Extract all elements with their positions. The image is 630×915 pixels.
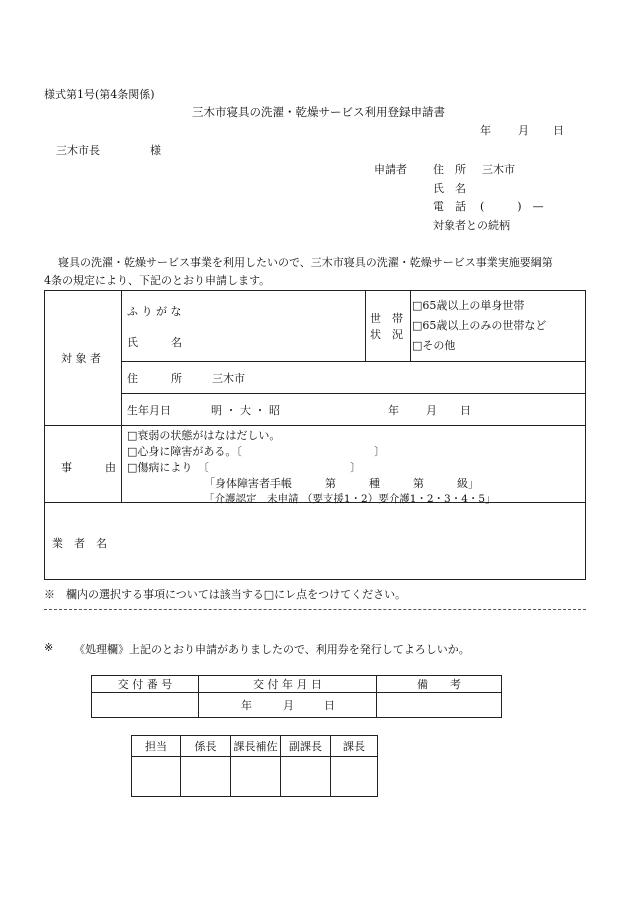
subject-address-label[interactable]: 住 所 — [127, 372, 182, 385]
reason-illness-close: 〕 — [350, 461, 361, 474]
approval-stamp-table — [131, 735, 378, 797]
dob-month: 月 — [426, 404, 437, 417]
cut-line — [44, 609, 586, 610]
stamp-cell-assistant-manager[interactable] — [231, 757, 281, 797]
row-divider — [121, 393, 586, 394]
subject-name-label[interactable]: 氏 名 — [127, 336, 182, 349]
reason-label: 事 由 — [61, 461, 116, 474]
reason-illness[interactable]: □傷病により 〔 — [127, 461, 209, 474]
applicant-name-label: 氏 名 — [433, 182, 466, 195]
dob-label: 生年月日 — [127, 404, 171, 417]
applicant-address-label: 住 所 — [433, 163, 466, 176]
header-remarks: 備 考 — [377, 676, 502, 693]
household-option-single[interactable]: □65歳以上の単身世帯 — [412, 299, 525, 312]
stamp-cell-deputy-manager[interactable] — [281, 757, 331, 797]
issue-date-year: 年 — [241, 699, 252, 712]
issue-date-cell[interactable] — [199, 693, 377, 718]
intro-line-1: 寝具の洗濯・乾燥サービス事業を利用したいので、三木市寝具の洗濯・乾燥サービス事業実施要綱第 — [58, 256, 553, 269]
stamp-header-chief: 係長 — [181, 736, 231, 757]
col-divider — [365, 291, 366, 361]
applicant-relation-label: 対象者との続柄 — [433, 219, 510, 232]
issue-date-month: 月 — [283, 699, 294, 712]
issue-date-day: 日 — [324, 699, 335, 712]
applicant-phone-label: 電 話 — [433, 200, 466, 213]
remarks-cell[interactable] — [377, 693, 502, 718]
furigana-label[interactable]: ふ り が な — [127, 305, 182, 318]
dob-day: 日 — [460, 404, 471, 417]
addressee-name: 三木市長 — [56, 144, 100, 157]
row-divider — [45, 425, 586, 426]
date-year: 年 — [480, 124, 491, 137]
processing-text: 《処理欄》上記のとおり申請がありましたので、利用券を発行してよろしいか。 — [74, 643, 470, 656]
household-option-elderly-only[interactable]: □65歳以上のみの世帯など — [412, 319, 547, 332]
reason-disability-close: 〕 — [374, 445, 385, 458]
application-table — [44, 290, 586, 580]
dob-year: 年 — [388, 404, 399, 417]
dob-era-options[interactable]: 明 ・ 大 ・ 昭 — [211, 404, 280, 417]
date-month: 月 — [518, 124, 529, 137]
reason-weakness[interactable]: □衰弱の状態がはなはだしい。 — [127, 429, 281, 442]
form-title: 三木市寝具の洗濯・乾燥サービス利用登録申請書 — [192, 105, 445, 119]
household-option-other[interactable]: □その他 — [412, 339, 456, 352]
stamp-header-deputy-manager: 副課長 — [281, 736, 331, 757]
applicant-phone-format: ( ) — — [480, 200, 544, 213]
applicant-address-value: 三木市 — [482, 163, 515, 176]
processing-table — [91, 675, 502, 718]
reason-care-certification[interactable]: 「介護認定 未申請 （要支援1・2）要介護1・2・3・4・5」 — [204, 493, 496, 505]
stamp-cell-staff[interactable] — [132, 757, 181, 797]
household-label-2: 状 況 — [370, 328, 403, 341]
intro-line-2: 4条の規定により、下記のとおり申請します。 — [44, 274, 271, 287]
processing-mark: ※ — [44, 641, 54, 654]
addressee-honorific: 様 — [150, 144, 161, 157]
form-id: 様式第1号(第4条関係) — [44, 88, 155, 101]
reason-disability[interactable]: □心身に障害がある。〔 — [127, 445, 242, 458]
applicant-label: 申請者 — [374, 163, 407, 176]
date-day: 日 — [553, 124, 564, 137]
header-issue-number: 交 付 番 号 — [92, 676, 199, 693]
header-issue-date: 交 付 年 月 日 — [199, 676, 377, 693]
subject-section-label: 対 象 者 — [61, 352, 101, 365]
row-divider — [121, 361, 586, 362]
vendor-label: 業 者 名 — [52, 537, 107, 550]
stamp-header-assistant-manager: 課長補佐 — [231, 736, 281, 757]
stamp-cell-chief[interactable] — [181, 757, 231, 797]
issue-number-cell[interactable] — [92, 693, 199, 718]
stamp-header-manager: 課長 — [331, 736, 378, 757]
stamp-header-staff: 担当 — [132, 736, 181, 757]
col-divider — [121, 291, 122, 502]
stamp-cell-manager[interactable] — [331, 757, 378, 797]
note: ※ 欄内の選択する事項については該当する□にレ点をつけてください。 — [44, 588, 407, 601]
subject-address-value: 三木市 — [212, 372, 245, 385]
reason-disability-handbook[interactable]: 「身体障害者手帳 第 種 第 級」 — [204, 477, 479, 490]
col-divider — [410, 291, 411, 361]
household-label-1: 世 帯 — [370, 312, 403, 325]
